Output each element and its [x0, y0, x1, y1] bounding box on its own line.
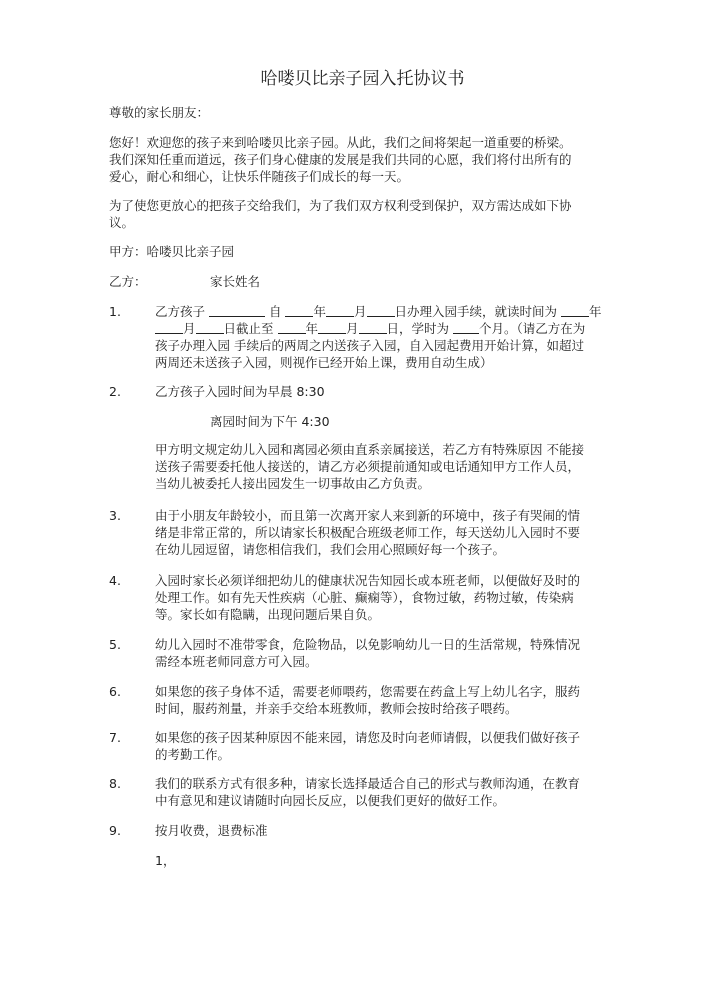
- intro-paragraph: [109, 134, 614, 185]
- item-4-line: 等。家长如有隐瞒，出现问题后果自负。: [155, 607, 381, 622]
- blank-start-month[interactable]: [326, 304, 354, 317]
- item-number: 2.: [109, 384, 121, 399]
- page-title: 哈喽贝比亲子园入托协议书: [260, 69, 465, 89]
- purpose-line: 为了使您更放心的把孩子交给我们，为了我们双方权利受到保护，双方需达成如下协: [109, 198, 572, 213]
- item-number: 8.: [109, 776, 121, 791]
- blank-child-name[interactable]: [209, 304, 265, 317]
- purpose-line: 议。: [109, 215, 135, 230]
- item-2-text: 乙方孩子入园时间为早晨 8:30: [155, 384, 325, 399]
- item-1-text: [155, 303, 615, 371]
- item-7-line: 如果您的孩子因某种原因不能来园，请您及时向老师请假，以便我们做好孩子: [155, 730, 581, 745]
- blank-end-month[interactable]: [318, 321, 346, 334]
- item-2-line: 当幼儿被委托人接出园发生一切事故由乙方负责。: [155, 476, 431, 491]
- intro-line: 我们深知任重而道远，孩子们身心健康的发展是我们共同的心愿，我们将付出所有的: [109, 152, 572, 167]
- item-9-sub: 1，: [155, 853, 176, 868]
- item-number: 6.: [109, 684, 121, 699]
- blank-start-year[interactable]: [285, 304, 313, 317]
- blank-end-year[interactable]: [278, 321, 306, 334]
- item-4-line: 处理工作。如有先天性疾病（心脏、癫痫等），食物过敏，药物过敏，传染病: [155, 590, 574, 605]
- item-4-text: [155, 572, 615, 623]
- item-number: 4.: [109, 573, 121, 588]
- blank-period-day[interactable]: [196, 321, 224, 334]
- item-9-text: 按月收费，退费标准: [155, 823, 268, 838]
- item-6-line: 如果您的孩子身体不适，需要老师喂药，您需要在药盒上写上幼儿名字，服药: [155, 684, 581, 699]
- item-8-text: [155, 775, 615, 809]
- item-1-line: 两周还未送孩子入园，则视作已经开始上课，费用自动生成）: [155, 355, 493, 370]
- item-1-line: 孩子办理入园 手续后的两周之内送孩子入园，自入园起费用开始计算，如超过: [155, 338, 584, 353]
- item-2-extra: [155, 441, 615, 492]
- item-7-text: [155, 729, 615, 763]
- item-number: 5.: [109, 637, 121, 652]
- item-2-leave-time: 离园时间为下午 4:30: [210, 414, 330, 429]
- item-3-line: 绪是非常正常的，所以请家长积极配合班级老师工作，每天送幼儿入园时不要: [155, 525, 581, 540]
- item-5-line: 需经本班老师同意方可入园。: [155, 654, 318, 669]
- party-a: 甲方：哈喽贝比亲子园: [109, 244, 235, 259]
- item-number: 9.: [109, 823, 121, 838]
- purpose-paragraph: [109, 197, 614, 231]
- item-number: 1.: [109, 304, 121, 319]
- item-8-line: 中有意见和建议请随时向园长反应，以便我们更好的做好工作。: [155, 793, 506, 808]
- item-8-line: 我们的联系方式有很多种，请家长选择最适合自己的形式与教师沟通，在教育: [155, 776, 581, 791]
- item-6-text: [155, 683, 615, 717]
- item-5-line: 幼儿入园时不准带零食，危险物品，以免影响幼儿一日的生活常规，特殊情况: [155, 637, 581, 652]
- item-3-line: 在幼儿园逗留，请您相信我们，我们会用心照顾好每一个孩子。: [155, 542, 506, 557]
- item-2-line: 甲方明文规定幼儿入园和离园必须由直系亲属接送，若乙方有特殊原因 不能接: [155, 442, 584, 457]
- item-7-line: 的考勤工作。: [155, 747, 231, 762]
- item-1-line-1: 乙方孩子 自 年 月 日办理入园手续，就读时间为 年: [155, 304, 602, 319]
- intro-line: 您好！欢迎您的孩子来到哈喽贝比亲子园。从此，我们之间将架起一道重要的桥梁。: [109, 135, 572, 150]
- party-b-parent-name-field: 家长姓名: [210, 274, 261, 289]
- blank-period-year[interactable]: [561, 304, 589, 317]
- item-5-text: [155, 636, 615, 670]
- blank-period-month[interactable]: [155, 321, 183, 334]
- intro-line: 爱心，耐心和细心，让快乐伴随孩子们成长的每一天。: [109, 169, 410, 184]
- blank-end-day[interactable]: [359, 321, 387, 334]
- item-3-line: 由于小朋友年龄较小，而且第一次离开家人来到新的环境中，孩子有哭闹的情: [155, 508, 581, 523]
- blank-months[interactable]: [453, 321, 479, 334]
- item-6-line: 时间，服药剂量，并亲手交给本班教师，教师会按时给孩子喂药。: [155, 701, 518, 716]
- item-2-line: 送孩子需要委托他人接送的，请乙方必须提前通知或电话通知甲方工作人员，: [155, 459, 581, 474]
- greeting: 尊敬的家长朋友：: [109, 105, 210, 120]
- item-number: 7.: [109, 730, 121, 745]
- party-b-label: 乙方：: [109, 274, 147, 289]
- item-3-text: [155, 507, 615, 558]
- item-1-line-2: 月 日截止至 年 月 日，学时为 个月。（请乙方在为: [155, 320, 615, 337]
- item-number: 3.: [109, 508, 121, 523]
- blank-start-day[interactable]: [367, 304, 395, 317]
- item-4-line: 入园时家长必须详细把幼儿的健康状况告知园长或本班老师，以便做好及时的: [155, 573, 581, 588]
